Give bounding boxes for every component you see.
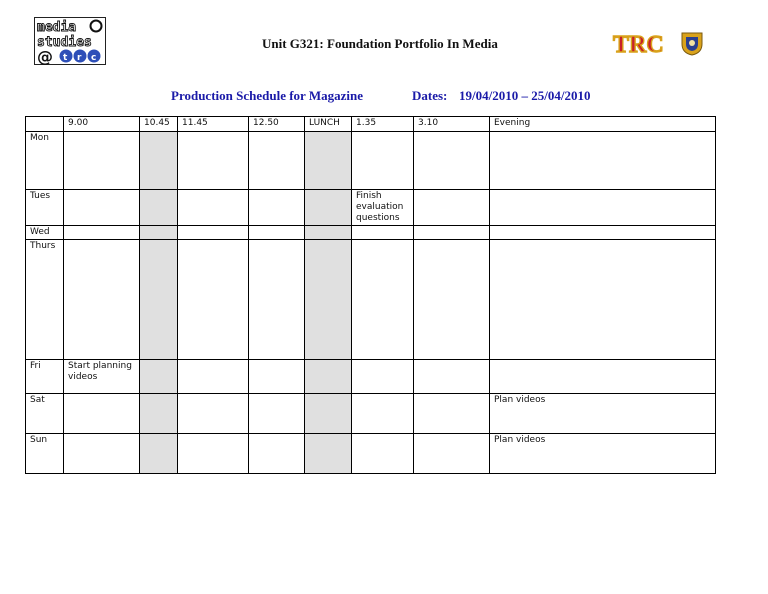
schedule-cell bbox=[140, 394, 178, 434]
column-header: 1.35 bbox=[352, 117, 414, 132]
schedule-cell bbox=[490, 132, 716, 190]
svg-text:r: r bbox=[77, 53, 82, 63]
schedule-cell bbox=[490, 190, 716, 226]
schedule-cell bbox=[249, 132, 305, 190]
column-header: 11.45 bbox=[178, 117, 249, 132]
svg-text:c: c bbox=[91, 53, 97, 63]
schedule-cell bbox=[178, 226, 249, 240]
schedule-cell bbox=[178, 360, 249, 394]
table-row bbox=[26, 240, 716, 360]
schedule-cell bbox=[178, 434, 249, 474]
table-row bbox=[26, 360, 716, 394]
schedule-cell bbox=[140, 240, 178, 360]
schedule-cell bbox=[414, 434, 490, 474]
day-label: Sun bbox=[26, 434, 64, 474]
column-header: 3.10 bbox=[414, 117, 490, 132]
unit-title: Unit G321: Foundation Portfolio In Media bbox=[262, 36, 498, 51]
schedule-cell bbox=[249, 240, 305, 360]
schedule-cell bbox=[305, 434, 352, 474]
schedule-title: Production Schedule for Magazine bbox=[171, 88, 363, 103]
schedule-cell bbox=[64, 132, 140, 190]
svg-text:TRC: TRC bbox=[613, 32, 664, 56]
schedule-cell bbox=[352, 132, 414, 190]
schedule-cell bbox=[352, 240, 414, 360]
svg-text:studies: studies bbox=[37, 35, 92, 50]
schedule-cell bbox=[305, 240, 352, 360]
day-label: Sat bbox=[26, 394, 64, 434]
day-label: Thurs bbox=[26, 240, 64, 360]
schedule-cell bbox=[352, 394, 414, 434]
table-row bbox=[26, 434, 716, 474]
schedule-cell bbox=[249, 434, 305, 474]
schedule-cell bbox=[64, 434, 140, 474]
schedule-cell bbox=[140, 434, 178, 474]
schedule-cell bbox=[64, 240, 140, 360]
schedule-cell bbox=[490, 240, 716, 360]
dates-label: Dates: bbox=[412, 88, 448, 103]
schedule-cell bbox=[178, 190, 249, 226]
schedule-cell bbox=[249, 190, 305, 226]
schedule-cell bbox=[352, 226, 414, 240]
column-header bbox=[26, 117, 64, 132]
schedule-cell bbox=[490, 360, 716, 394]
schedule-cell bbox=[414, 394, 490, 434]
day-label: Fri bbox=[26, 360, 64, 394]
table-row bbox=[26, 190, 716, 226]
schedule-cell bbox=[140, 360, 178, 394]
schedule-cell bbox=[414, 132, 490, 190]
schedule-cell bbox=[64, 394, 140, 434]
schedule-cell bbox=[305, 132, 352, 190]
schedule-cell bbox=[64, 226, 140, 240]
table-row bbox=[26, 394, 716, 434]
table-row bbox=[26, 132, 716, 190]
column-header: Evening bbox=[490, 117, 716, 132]
schedule-cell bbox=[249, 360, 305, 394]
day-label: Mon bbox=[26, 132, 64, 190]
schedule-cell bbox=[414, 190, 490, 226]
schedule-cell bbox=[414, 360, 490, 394]
table-row bbox=[26, 226, 716, 240]
day-label: Tues bbox=[26, 190, 64, 226]
schedule-cell bbox=[178, 394, 249, 434]
schedule-cell: Start planning videos bbox=[64, 360, 140, 394]
schedule-cell bbox=[249, 394, 305, 434]
schedule-cell bbox=[305, 360, 352, 394]
schedule-cell: Finish evaluation questions bbox=[352, 190, 414, 226]
svg-text:media: media bbox=[37, 20, 77, 35]
schedule-cell bbox=[140, 226, 178, 240]
svg-text:@: @ bbox=[37, 47, 53, 65]
column-header: LUNCH bbox=[305, 117, 352, 132]
day-label: Wed bbox=[26, 226, 64, 240]
header-row bbox=[26, 117, 716, 132]
schedule-cell bbox=[305, 394, 352, 434]
column-header: 9.00 bbox=[64, 117, 140, 132]
schedule-cell bbox=[140, 132, 178, 190]
schedule-cell bbox=[414, 240, 490, 360]
schedule-cell bbox=[305, 190, 352, 226]
schedule-table bbox=[25, 116, 716, 474]
schedule-cell bbox=[178, 240, 249, 360]
column-header: 10.45 bbox=[140, 117, 178, 132]
column-header: 12.50 bbox=[249, 117, 305, 132]
schedule-cell bbox=[249, 226, 305, 240]
schedule-cell bbox=[140, 190, 178, 226]
schedule-cell: Plan videos bbox=[490, 394, 716, 434]
trc-logo bbox=[612, 30, 704, 56]
media-studies-logo bbox=[34, 17, 106, 65]
schedule-cell bbox=[352, 360, 414, 394]
schedule-cell bbox=[414, 226, 490, 240]
schedule-cell: Plan videos bbox=[490, 434, 716, 474]
schedule-cell bbox=[64, 190, 140, 226]
schedule-cell bbox=[305, 226, 352, 240]
svg-text:t: t bbox=[63, 53, 68, 63]
schedule-cell bbox=[178, 132, 249, 190]
schedule-cell bbox=[352, 434, 414, 474]
schedule-cell bbox=[490, 226, 716, 240]
dates-value: 19/04/2010 – 25/04/2010 bbox=[459, 88, 591, 103]
